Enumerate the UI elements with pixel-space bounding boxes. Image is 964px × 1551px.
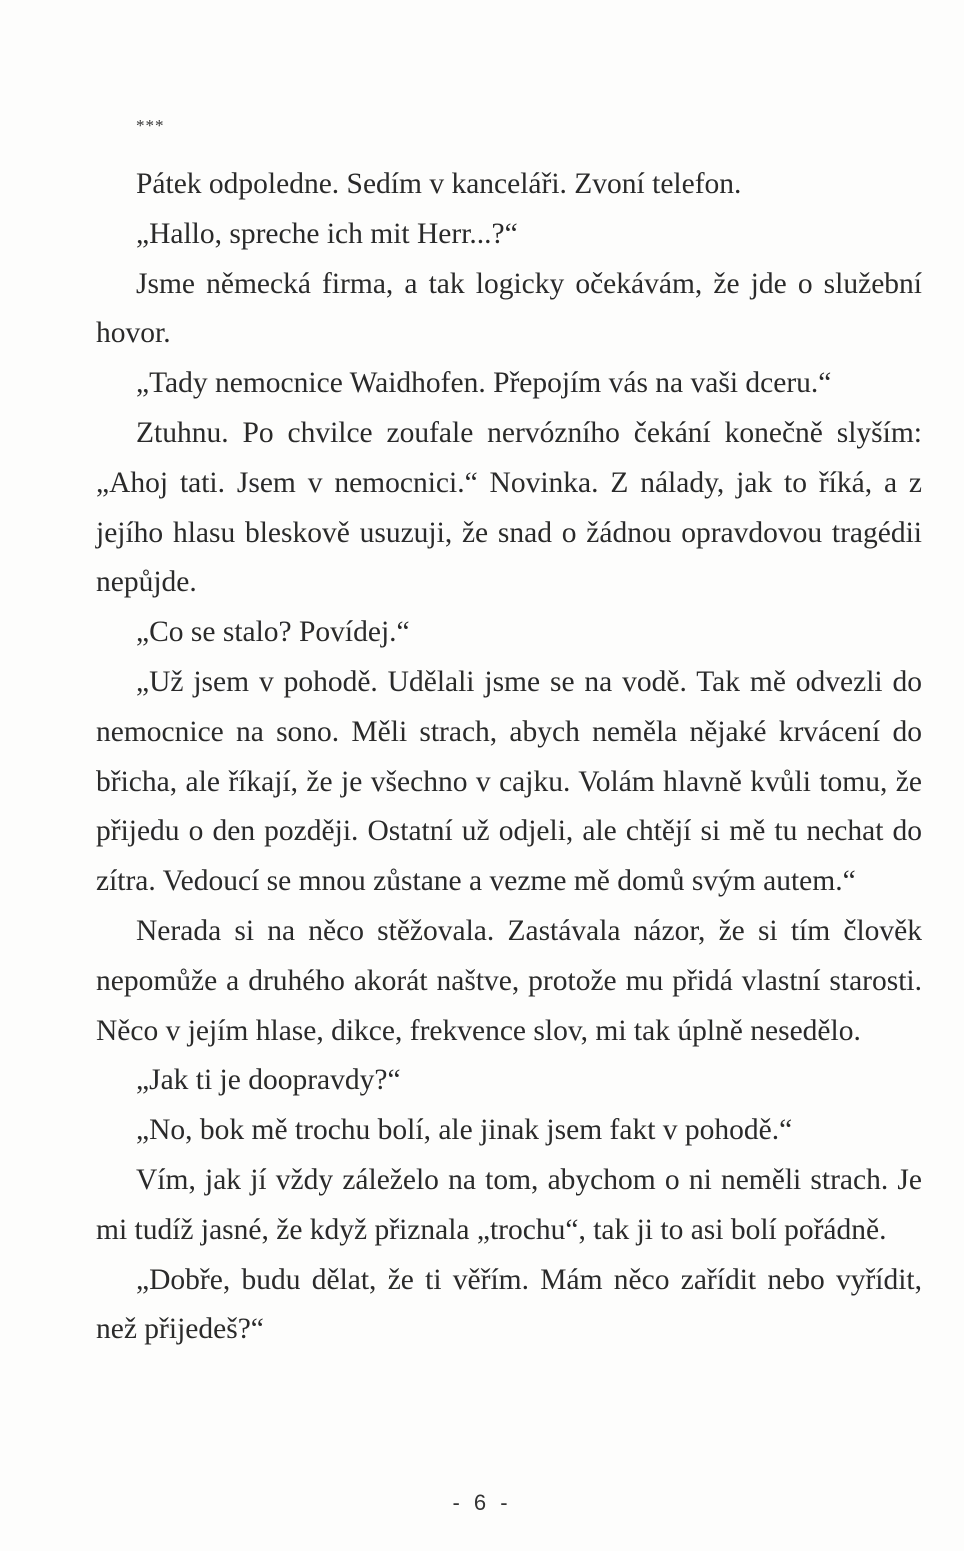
paragraph-4: „Tady nemocnice Waidhofen. Přepojím vás na vaši dceru.“ xyxy=(136,367,832,400)
paragraph-12: „Dobře, budu dělat, že ti věřím. Mám něco zařídit nebo vyřídit, než přijedeš?“ xyxy=(96,1263,922,1346)
paragraph-3: Jsme německá firma, a tak logicky očekávám, že jde o služební hovor. xyxy=(96,267,922,350)
paragraph-9: „Jak ti je doopravdy?“ xyxy=(136,1064,401,1097)
paragraph-10: „No, bok mě trochu bolí, ale jinak jsem fakt v pohodě.“ xyxy=(136,1114,793,1147)
paragraph-11: Vím, jak jí vždy záleželo na tom, abychom o ni neměli strach. Je mi tudíž jasné, že když přiznala „trochu“, tak ji to asi bolí pořádně. xyxy=(96,1163,922,1246)
paragraph-6: „Co se stalo? Povídej.“ xyxy=(136,616,410,649)
paragraph-7: „Už jsem v pohodě. Udělali jsme se na vodě. Tak mě odvezli do nemocnice na sono. Měli strach, abych neměla nějaké krvácení do břicha, ale říkají, že je všechno v cajku. Volám hlavně kvůli tomu, že přijedu o den později. Ostatní už odjeli, ale chtějí si mě tu nechat do zítra. Vedoucí se mnou zůstane a vezme mě domů svým autem.“ xyxy=(96,665,922,898)
paragraph-2: „Hallo, spreche ich mit Herr...?“ xyxy=(136,217,518,250)
body-text xyxy=(96,160,922,1355)
paragraph-8: Nerada si na něco stěžovala. Zastávala názor, že si tím člověk nepomůže a druhého akorát naštve, protože mu přidá vlastní starosti. Něco v jejím hlase, dikce, frekvence slov, mi tak úplně nesedělo. xyxy=(96,914,922,1047)
page-number: - 6 - xyxy=(452,1490,512,1515)
section-break-marker: *** xyxy=(136,116,165,135)
paragraph-1: Pátek odpoledne. Sedím v kanceláři. Zvoní telefon. xyxy=(136,168,742,200)
paragraph-5: Ztuhnu. Po chvilce zoufale nervózního čekání konečně slyším: „Ahoj tati. Jsem v nemocnici.“ Novinka. Z nálady, jak to říká, a z jejího hlasu bleskově usuzuji, že snad o žádnou opravdovou tragédii nepůjde. xyxy=(96,416,922,599)
